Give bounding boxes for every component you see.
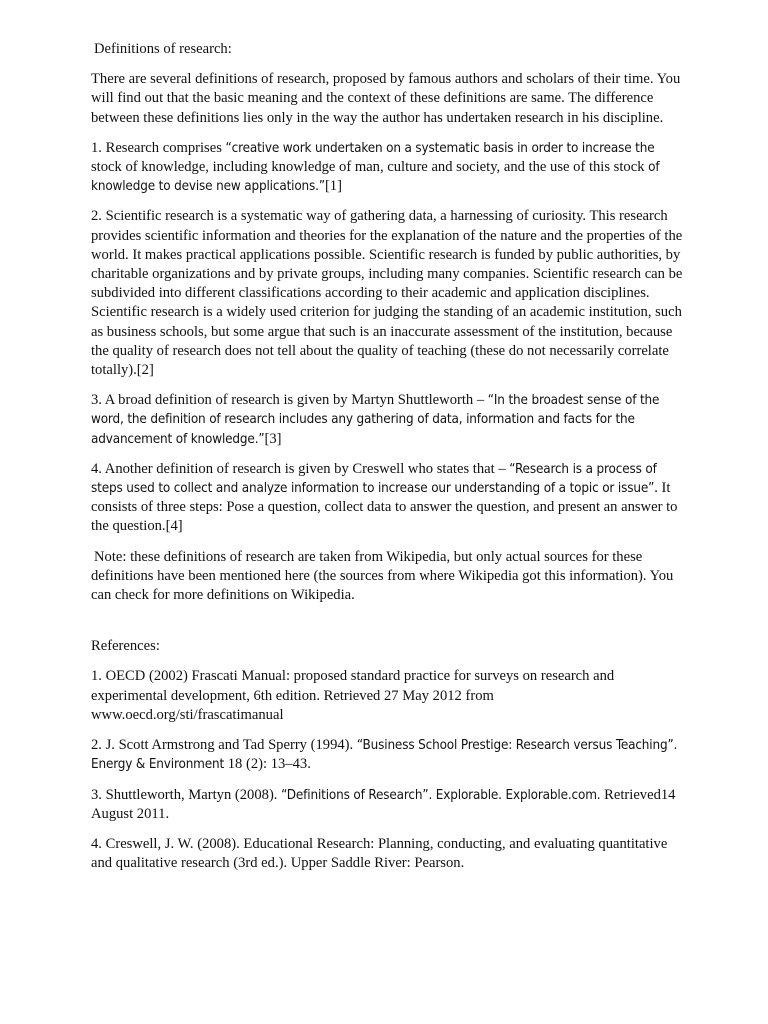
reference-3 bbox=[91, 786, 687, 824]
definition-1 bbox=[91, 139, 687, 197]
definition-4 bbox=[91, 460, 687, 537]
reference-4: 4. Creswell, J. W. (2008). Educational Research: Planning, conducting, and evaluating quantitative and qualitative research (3rd ed.). Upper Saddle River: Pearson. bbox=[91, 835, 668, 872]
definition-3 bbox=[91, 391, 687, 449]
definition-4-quote: “Research is a process of steps used to collect and analyze information to increase our understanding of a topic or issue” bbox=[91, 461, 657, 497]
definition-1-middle: stock of knowledge, including knowledge of man, culture and society, and the use of this stock bbox=[91, 159, 649, 176]
definition-2: 2. Scientific research is a systematic way of gathering data, a harnessing of curiosity. This research provides scientific information and theories for the explanation of the nature and the properties of the world. It makes practical applications possible. Scientific research is funded by public authorities, by charitable organizations and by private groups, including many companies. Scientific research can be subdivided into different classifications according to their academic and application disciplines. Scientific research is a widely used criterion for judging the standing of an academic institution, such as business schools, but some argue that such is an inaccurate assessment of the institution, because the quality of research does not tell about the quality of teaching (these do not necessarily correlate totally).[2] bbox=[91, 208, 683, 379]
reference-3-quote: “Definitions of Research”. Explorable. Explorable.com. bbox=[281, 787, 601, 803]
reference-2-lead: 2. J. Scott Armstrong and Tad Sperry (1994). bbox=[91, 737, 357, 754]
section-gap bbox=[91, 616, 687, 637]
reference-3-lead: 3. Shuttleworth, Martyn (2008). bbox=[91, 786, 282, 803]
definition-4-lead: 4. Another definition of research is given by Creswell who states that – bbox=[91, 460, 510, 477]
document-title: Definitions of research: bbox=[94, 41, 232, 57]
reference-1: 1. OECD (2002) Frascati Manual: proposed standard practice for surveys on research and experimental development, 6th edition. Retrieved 27 May 2012 from www.oecd.org/sti/frascatimanual bbox=[91, 668, 615, 723]
references-heading: References: bbox=[91, 638, 160, 655]
document-body bbox=[91, 40, 687, 884]
definition-1-lead: 1. Research comprises bbox=[91, 139, 226, 156]
intro-paragraph: There are several definitions of research, proposed by famous authors and scholars of their time. You will find out that the basic meaning and the context of these definitions are same. The difference between these definitions lies only in the way the author has undertaken research in his discipline. bbox=[91, 71, 681, 126]
definition-3-lead: 3. A broad definition of research is given by Martyn Shuttleworth – bbox=[91, 392, 488, 409]
definition-4-tail: . It consists of three steps: Pose a question, collect data to answer the question, and present an answer to the question.[4] bbox=[91, 480, 678, 535]
note-paragraph: Note: these definitions of research are taken from Wikipedia, but only actual sources for these definitions have been mentioned here (the sources from where Wikipedia got this information). You can check for more definitions on Wikipedia. bbox=[91, 548, 674, 604]
definition-3-quote: “In the broadest sense of the word, the definition of research includes any gathering of data, information and facts for the advancement of knowledge.” bbox=[91, 393, 660, 447]
reference-2 bbox=[91, 736, 687, 774]
definition-1-ref: [1] bbox=[324, 178, 342, 195]
definition-3-ref: [3] bbox=[264, 430, 282, 447]
definition-1-quote: “creative work undertaken on a systematic basis in order to increase the bbox=[225, 140, 655, 156]
reference-2-quote: “Business School Prestige: Research versus Teaching”. Energy & Environment bbox=[91, 738, 678, 773]
definition-1-quote-end: of knowledge to devise new applications.” bbox=[91, 160, 660, 195]
reference-3-tail: Retrieved14 August 2011. bbox=[91, 786, 676, 822]
reference-2-tail: 18 (2): 13–43. bbox=[224, 756, 311, 773]
